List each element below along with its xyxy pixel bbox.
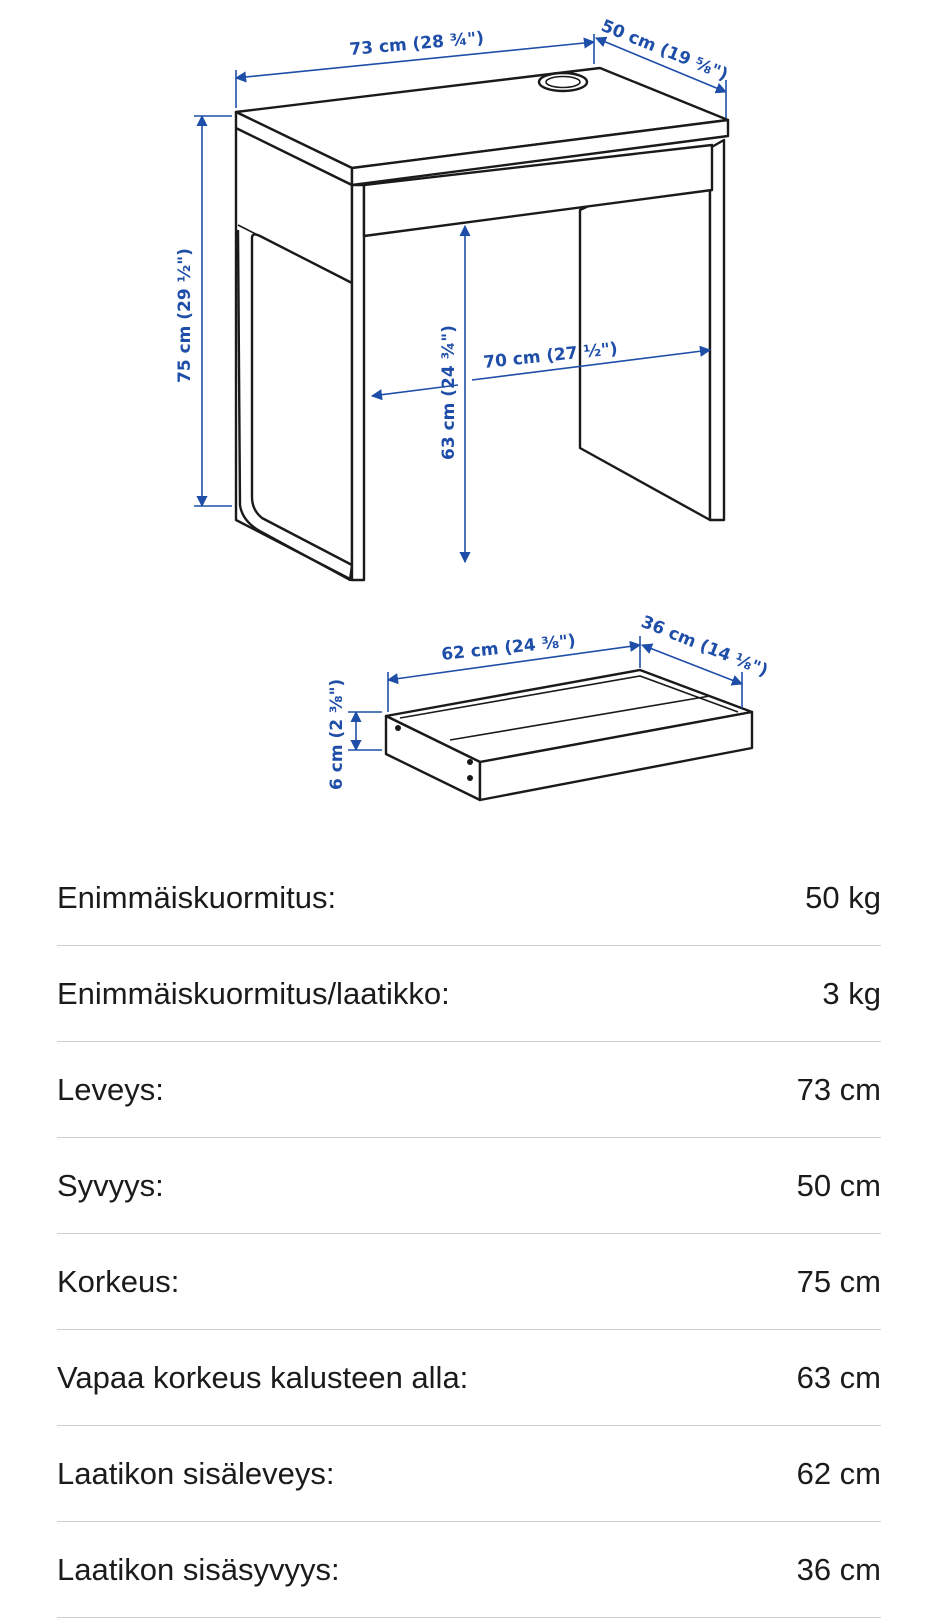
- spec-label: Laatikon sisäleveys:: [57, 1455, 335, 1491]
- spec-row-max-load: [57, 850, 881, 946]
- spec-value: 62 cm: [796, 1455, 881, 1491]
- spec-value: 3 kg: [822, 975, 881, 1011]
- spec-row-height: [57, 1234, 881, 1330]
- spec-row-clearance: [57, 1330, 881, 1426]
- spec-row-max-load-drawer: [57, 946, 881, 1042]
- drawer-width-label: 62 cm (24 ⅜"): [440, 630, 577, 665]
- spec-label: Vapaa korkeus kalusteen alla:: [57, 1359, 469, 1395]
- spec-label: Syvyys:: [57, 1167, 164, 1203]
- desk-drawing: [236, 68, 728, 580]
- desk-width-label: 73 cm (28 ¾"): [348, 28, 485, 60]
- spec-value: 63 cm: [796, 1359, 881, 1395]
- desk-depth-label: 50 cm (19 ⅝"): [598, 16, 731, 86]
- spec-value: 50 kg: [805, 879, 881, 915]
- spec-row-width: [57, 1042, 881, 1138]
- spec-label: Enimmäiskuormitus:: [57, 879, 337, 915]
- spec-value: 75 cm: [796, 1263, 881, 1299]
- clearance-height-label: 63 cm (24 ¾"): [439, 325, 459, 460]
- spec-value: 50 cm: [796, 1167, 881, 1203]
- spec-label: Enimmäiskuormitus/laatikko:: [57, 975, 450, 1011]
- spec-value: 73 cm: [796, 1071, 881, 1107]
- drawer-drawing: [386, 670, 752, 800]
- spec-row-depth: [57, 1138, 881, 1234]
- spec-row-drawer-inner-depth: [57, 1522, 881, 1618]
- spec-value: 36 cm: [796, 1551, 881, 1587]
- spec-row-drawer-inner-width: [57, 1426, 881, 1522]
- clearance-width-label: 70 cm (27 ½"): [482, 338, 619, 373]
- drawer-height-label: 6 cm (2 ⅜"): [327, 678, 347, 790]
- spec-label: Leveys:: [57, 1071, 164, 1107]
- spec-label: Laatikon sisäsyvyys:: [57, 1551, 340, 1587]
- desk-height-label: 75 cm (29 ½"): [175, 248, 195, 383]
- spec-label: Korkeus:: [57, 1263, 180, 1299]
- drawer-depth-label: 36 cm (14 ⅛"): [638, 612, 771, 682]
- specifications-list: [57, 850, 881, 1618]
